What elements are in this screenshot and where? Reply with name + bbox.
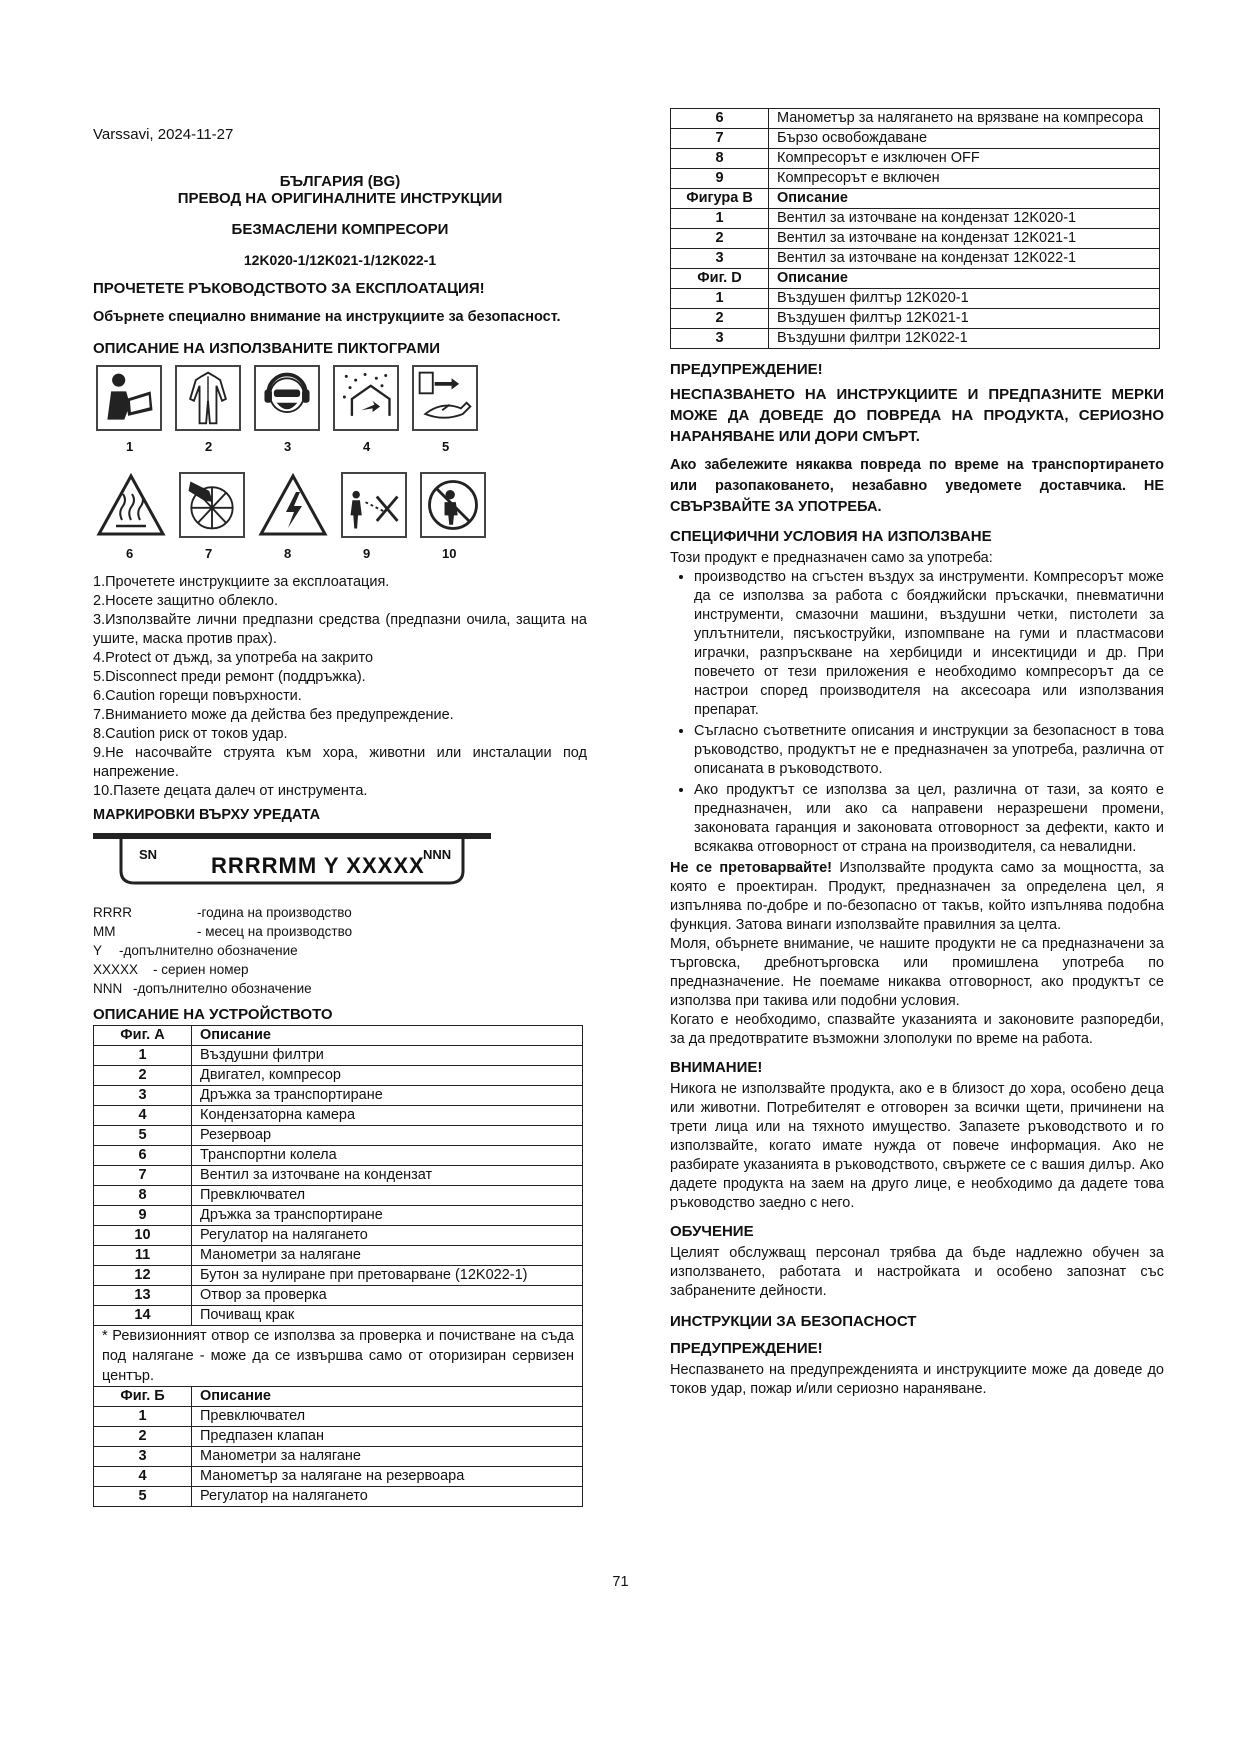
table-cell-number: 6 — [671, 109, 769, 129]
table-cell-number: 13 — [94, 1286, 192, 1306]
pictogram-desc: 2.Носете защитно облекло. — [93, 593, 278, 609]
pictogram-desc: 1.Прочетете инструкциите за експлоатация. — [93, 574, 390, 590]
list-item: • Съгласно съответните описания и инструкции за безопасност в това ръководство, продуктът не е предназначен за употреба, различна от описаната в ръководството. — [694, 722, 1164, 779]
markings-title: МАРКИРОВКИ ВЪРХУ УРЕДАТА — [93, 807, 321, 823]
pictogram-desc: 4.Protect от дъжд, за употреба на закрито — [93, 650, 374, 666]
table-cell-number: 4 — [94, 1106, 192, 1126]
table-cell-description: Вентил за източване на кондензат 12K022-1 — [769, 249, 1160, 269]
keep-children-away-icon — [420, 472, 486, 538]
table-row — [94, 1447, 583, 1467]
electric-shock-icon — [258, 472, 328, 538]
safety-warning-paragraph: Неспазването на предупрежденията и инструкциите може да доведе до токов удар, пожар и/или сериозно нараняване. — [670, 1362, 1164, 1397]
table-row — [94, 1427, 583, 1447]
table-cell-number: Фиг. Б — [94, 1387, 192, 1407]
legend-row: MM - месец на производство — [93, 924, 353, 939]
table-cell-description: Регулатор на налягането — [192, 1226, 583, 1246]
product-heading: БЕЗМАСЛЕНИ КОМПРЕСОРИ — [231, 221, 449, 238]
table-cell-description: Компресорът е включен — [769, 169, 1160, 189]
list-item: • производство на сгъстен въздух за инструменти. Компресорът може да се използва за работа с бояджийски пръскачки, пневматични инструменти, смазочни машини, въздушни четки, пистолети за уплътнители, пясъкоструйки, изпомпване на гуми и пластмасови играчки, разпръскване на хербициди и инсектициди и др. При повечето от тези приложения е необходимо компресорът да се настрои според производителя на аксесоара или използвания препарат. — [694, 568, 1164, 720]
table-cell-number: Фиг. А — [94, 1026, 192, 1046]
pictogram-desc: 10.Пазете децата далеч от инструмента. — [93, 783, 368, 799]
specific-intro: Този продукт е предназначен само за употреба: — [670, 550, 993, 566]
table-cell-description: Вентил за източване на кондензат 12K020-1 — [769, 209, 1160, 229]
table-cell-description: Манометри за налягане — [192, 1246, 583, 1266]
commercial-paragraph: Моля, обърнете внимание, че нашите продукти не са предназначени за търговска, дребнотърговска или промишлена употреба по предназначение. Не поемаме никаква отговорност, ако продуктът се използва при такива или подобни условия. — [670, 936, 1164, 1009]
table-cell-description: Регулатор на налягането — [192, 1487, 583, 1507]
attention-note: Обърнете специално внимание на инструкциите за безопасност. — [93, 309, 561, 325]
pictogram-numbers-row-2: 6 7 8 9 10 — [126, 546, 457, 561]
subtitle-heading: ПРЕВОД НА ОРИГИНАЛНИТЕ ИНСТРУКЦИИ — [177, 190, 503, 207]
table-cell-description: Двигател, компресор — [192, 1066, 583, 1086]
table-cell-description: Описание — [769, 269, 1160, 289]
table-row — [671, 309, 1160, 329]
table-cell-number: 1 — [94, 1407, 192, 1427]
rain-protection-icon — [333, 365, 399, 431]
pictogram-desc: 8.Caution риск от токов удар. — [93, 726, 288, 742]
table-row — [94, 1286, 583, 1306]
table-cell-number: 7 — [671, 129, 769, 149]
table-row — [94, 1246, 583, 1266]
table-cell-number: 1 — [671, 289, 769, 309]
device-title: ОПИСАНИЕ НА УСТРОЙСТВОТО — [93, 1006, 333, 1023]
overload-text: Използвайте продукта само за мощността, за която е проектиран. Продукт, предназначен за определена цел, я изпълнява по-добре и по-безопасно от такъв, който изпълнява подобна функция. Затова винаги използвайте правилния за целта. — [670, 860, 1164, 933]
table-cell-description: Манометри за налягане — [192, 1447, 583, 1467]
pictogram-desc: 5.Disconnect преди ремонт (поддръжка). — [93, 669, 366, 685]
legend-row: Y -допълнително обозначение — [93, 943, 298, 958]
table-row — [671, 289, 1160, 309]
hot-surface-icon — [96, 472, 166, 538]
table-row — [671, 229, 1160, 249]
table-row — [94, 1166, 583, 1186]
table-cell-number: 4 — [94, 1467, 192, 1487]
training-title: ОБУЧЕНИЕ — [670, 1223, 754, 1240]
table-cell-number: 2 — [94, 1066, 192, 1086]
read-manual-icon — [96, 365, 162, 431]
table-cell-number: Фиг. D — [671, 269, 769, 289]
table-note-row — [94, 1326, 583, 1387]
table-cell-number: 11 — [94, 1246, 192, 1266]
do-not-aim-icon — [341, 472, 407, 538]
list-item: • Ако продуктът се използва за цел, различна от тази, за която е предназначен, или ако са направени неразрешени промени, законовата гаранция и законовата отговорност за дефекти, както и всякаква отговорност от страна на производителя, са невалидни. — [694, 781, 1164, 857]
table-cell-number: 10 — [94, 1226, 192, 1246]
table-cell-description: * Ревизионният отвор се използва за проверка и почистване на съда под налягане - може да се извършва само от оторизиран сервизен център. — [94, 1326, 583, 1387]
specific-title: СПЕЦИФИЧНИ УСЛОВИЯ НА ИЗПОЛЗВАНЕ — [670, 528, 992, 545]
pictogram-row-1 — [96, 365, 587, 431]
table-row — [671, 329, 1160, 349]
table-cell-description: Кондензаторна камера — [192, 1106, 583, 1126]
table-cell-number: 1 — [671, 209, 769, 229]
table-cell-description: Бързо освобождаване — [769, 129, 1160, 149]
table-cell-description: Въздушен филтър 12K021-1 — [769, 309, 1160, 329]
table-cell-description: Манометър за налягане на резервоара — [192, 1467, 583, 1487]
table-row — [671, 169, 1160, 189]
disconnect-icon — [412, 365, 478, 431]
table-row — [94, 1146, 583, 1166]
models-heading: 12K020-1/12K021-1/12K022-1 — [243, 252, 437, 268]
table-cell-number: 9 — [94, 1206, 192, 1226]
label-code: RRRRMM Y XXXXX — [211, 853, 425, 878]
table-cell-number: 2 — [671, 309, 769, 329]
table-cell-description: Описание — [769, 189, 1160, 209]
pictogram-row-2 — [96, 472, 587, 538]
right-column — [670, 108, 1164, 1399]
document-date: Varssavi, 2024-11-27 — [93, 126, 234, 143]
marking-legend — [93, 903, 587, 998]
table-cell-description: Вентил за източване на кондензат — [192, 1166, 583, 1186]
attention-paragraph: Никога не използвайте продукта, ако е в близост до хора, особено деца или животни. Потребителят е отговорен за всички щети, причинени на трети лица или на тяхното имущество. Запазете ръководството и го използвайте, когато имате нужда от повече информация. Ако не разбирате указанията в ръководството, свържете се с вашия дилър. Ако дадете продукта на заем на друго лице, е необходимо да дадете това ръководство заедно с него. — [670, 1081, 1164, 1211]
table-cell-number: 7 — [94, 1166, 192, 1186]
table-cell-description: Предпазен клапан — [192, 1427, 583, 1447]
overload-paragraph — [670, 859, 1164, 935]
table-row — [671, 129, 1160, 149]
table-cell-description: Компресорът е изключен OFF — [769, 149, 1160, 169]
table-row — [94, 1126, 583, 1146]
pictogram-desc: 3.Използвайте лични предпазни средства (предпазни очила, защита на ушите, маска против прах). — [93, 612, 587, 647]
table-cell-number: 1 — [94, 1046, 192, 1066]
pictogram-desc: 7.Вниманието може да действа без предупреждение. — [93, 707, 454, 723]
table-header-row — [94, 1026, 583, 1046]
moving-parts-icon — [179, 472, 245, 538]
page-number: 71 — [612, 1574, 629, 1590]
regulations-paragraph: Когато е необходимо, спазвайте указанията и законовите разпоредби, за да предотвратите възможни злополуки по време на работа. — [670, 1012, 1164, 1047]
legend-row: NNN -допълнително обозначение — [93, 981, 312, 996]
table-row — [94, 1467, 583, 1487]
table-cell-description: Описание — [192, 1026, 583, 1046]
personal-protection-icon — [254, 365, 320, 431]
table-cell-description: Въздушни филтри 12K022-1 — [769, 329, 1160, 349]
label-nnn: NNN — [423, 847, 452, 862]
pictogram-descriptions — [93, 573, 587, 801]
device-table-left — [93, 1025, 583, 1507]
table-row — [94, 1106, 583, 1126]
table-cell-number: 12 — [94, 1266, 192, 1286]
table-cell-number: 6 — [94, 1146, 192, 1166]
table-header-row — [94, 1387, 583, 1407]
left-column — [93, 126, 587, 1507]
table-cell-description: Въздушни филтри — [192, 1046, 583, 1066]
table-cell-description: Дръжка за транспортиране — [192, 1206, 583, 1226]
country-heading: БЪЛГАРИЯ (BG) — [279, 173, 401, 190]
table-cell-number: 14 — [94, 1306, 192, 1326]
table-row — [671, 209, 1160, 229]
attention-title: ВНИМАНИЕ! — [670, 1059, 763, 1076]
table-row — [94, 1066, 583, 1086]
table-cell-number: 8 — [671, 149, 769, 169]
table-cell-description: Описание — [192, 1387, 583, 1407]
table-cell-description: Почиващ крак — [192, 1306, 583, 1326]
table-row — [94, 1186, 583, 1206]
specific-bullets — [670, 568, 1164, 857]
table-row — [94, 1266, 583, 1286]
table-row — [94, 1487, 583, 1507]
device-table-right — [670, 108, 1160, 349]
table-cell-description: Въздушен филтър 12K020-1 — [769, 289, 1160, 309]
table-cell-description: Бутон за нулиране при претоварване (12K022-1) — [192, 1266, 583, 1286]
pictograms-title: ОПИСАНИЕ НА ИЗПОЛЗВАНИТЕ ПИКТОГРАМИ — [93, 340, 441, 357]
table-cell-number: 5 — [94, 1487, 192, 1507]
table-header-row — [671, 189, 1160, 209]
table-header-row — [671, 269, 1160, 289]
protective-clothing-icon — [175, 365, 241, 431]
table-cell-description: Транспортни колела — [192, 1146, 583, 1166]
table-cell-number: 3 — [671, 249, 769, 269]
table-row — [94, 1046, 583, 1066]
table-row — [671, 109, 1160, 129]
table-cell-description: Отвор за проверка — [192, 1286, 583, 1306]
table-cell-description: Превключвател — [192, 1407, 583, 1427]
table-row — [94, 1226, 583, 1246]
overload-bold: Не се претоварвайте! — [670, 860, 833, 876]
label-sn: SN — [139, 847, 158, 862]
training-paragraph: Целият обслужващ персонал трябва да бъде надлежно обучен за използването, работата и настройката и особено запознат със забранените дейности. — [670, 1245, 1164, 1299]
table-cell-description: Превключвател — [192, 1186, 583, 1206]
warning-bold-text: НЕСПАЗВАНЕТО НА ИНСТРУКЦИИТЕ И ПРЕДПАЗНИТЕ МЕРКИ МОЖЕ ДА ДОВЕДЕ ДО ПОВРЕДА НА ПРОДУКТА, СЕРИОЗНО НАРАНЯВАНЕ ИЛИ ДОРИ СМЪРТ. — [670, 386, 1164, 445]
table-cell-description: Резервоар — [192, 1126, 583, 1146]
table-row — [671, 149, 1160, 169]
warning-title: ПРЕДУПРЕЖДЕНИЕ! — [670, 361, 823, 378]
table-row — [94, 1086, 583, 1106]
table-cell-number: 3 — [671, 329, 769, 349]
table-cell-number: 5 — [94, 1126, 192, 1146]
damage-notice: Ако забележите някаква повреда по време на транспортирането или разопаковането, незабавно уведомете доставчика. НЕ СВЪРЗВАЙТЕ ЗА УПОТРЕБА. — [670, 457, 1164, 515]
table-row — [671, 249, 1160, 269]
table-cell-number: 8 — [94, 1186, 192, 1206]
table-cell-number: Фигура В — [671, 189, 769, 209]
safety-title: ИНСТРУКЦИИ ЗА БЕЗОПАСНОСТ — [670, 1313, 917, 1330]
table-row — [94, 1407, 583, 1427]
legend-row: RRRR -година на производство — [93, 905, 352, 920]
table-cell-description: Дръжка за транспортиране — [192, 1086, 583, 1106]
read-manual-heading: ПРОЧЕТЕТЕ РЪКОВОДСТВОТО ЗА ЕКСПЛОАТАЦИЯ! — [93, 280, 485, 297]
legend-row: XXXXX - сериен номер — [93, 962, 249, 977]
serial-label-illustration — [93, 833, 491, 889]
table-cell-number: 3 — [94, 1086, 192, 1106]
table-cell-number: 9 — [671, 169, 769, 189]
table-cell-description: Манометър за налягането на врязване на компресора — [769, 109, 1160, 129]
table-cell-number: 2 — [94, 1427, 192, 1447]
table-row — [94, 1306, 583, 1326]
pictogram-desc: 6.Caution горещи повърхности. — [93, 688, 302, 704]
safety-warning-title: ПРЕДУПРЕЖДЕНИЕ! — [670, 1340, 823, 1357]
table-cell-number: 2 — [671, 229, 769, 249]
pictogram-numbers-row-1: 1 2 3 4 5 — [126, 439, 450, 454]
table-cell-number: 3 — [94, 1447, 192, 1467]
table-row — [94, 1206, 583, 1226]
pictogram-desc: 9.Не насочвайте струята към хора, животни или инсталации под напрежение. — [93, 745, 587, 780]
table-cell-description: Вентил за източване на кондензат 12K021-1 — [769, 229, 1160, 249]
